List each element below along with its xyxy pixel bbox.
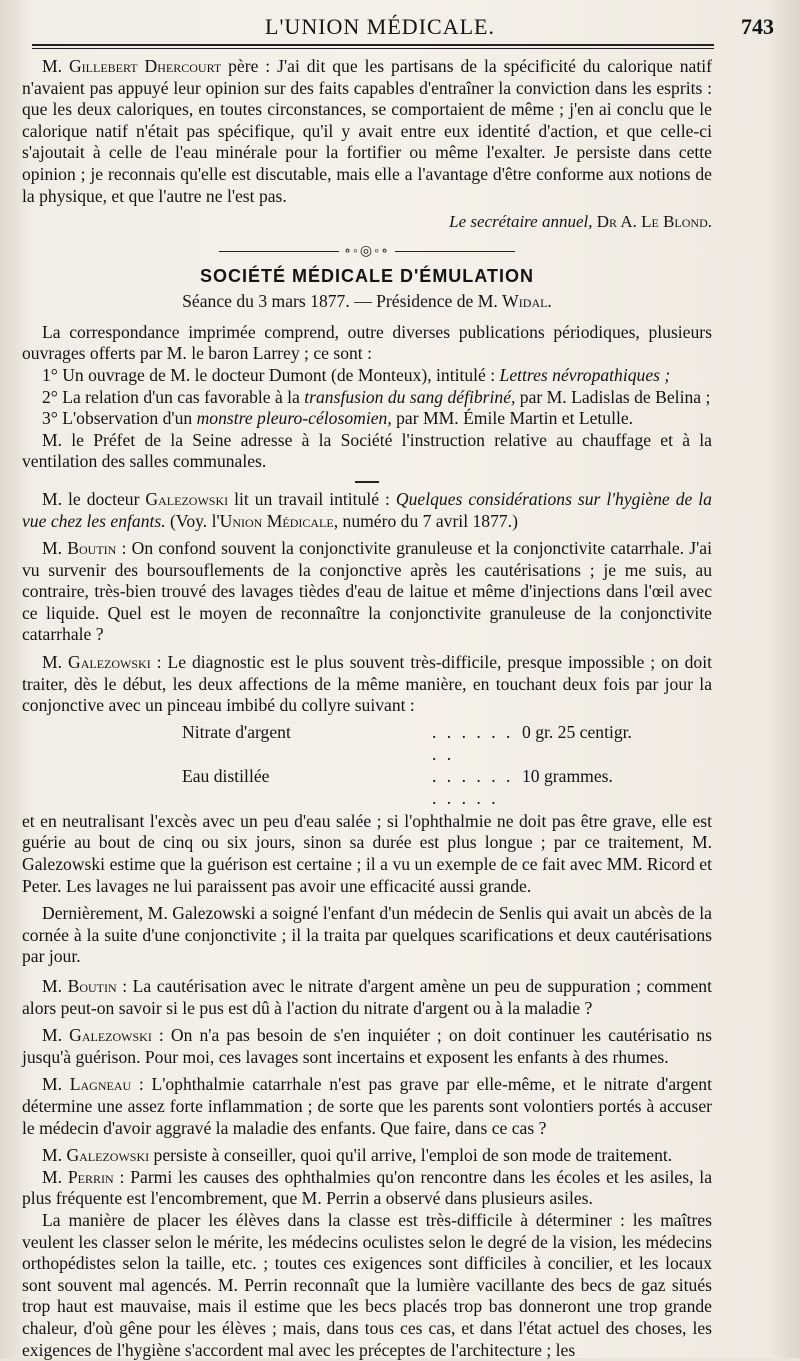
list-text: 3° L'observation d'un bbox=[42, 408, 197, 429]
prescription bbox=[182, 721, 712, 809]
seance-line bbox=[22, 291, 712, 312]
header-rule-thin bbox=[32, 48, 714, 49]
signature bbox=[22, 211, 712, 233]
leader-dots: . . . . . . . . bbox=[432, 721, 514, 764]
book-title: monstre pleuro-célosomien, bbox=[196, 408, 392, 429]
prescription-row bbox=[182, 721, 712, 765]
paragraph-perrin-2: La manière de placer les élèves dans la classe est très-difficile à déterminer : les maîtres veulent les classer selon le mérite, les médecins oculistes selon le degré de la vision, les médecins orthopédistes selon la taille, etc. ; toutes ces exigences sont difficiles à concilier, et les locaux sont souvent mal agencés. M. Perrin reconnaît que la lumière vacillante des becs de gaz situés trop haut est mauvaise, mais il estime que les becs placés trop bas donneront une trop grande chaleur, d'où gêne pour les élèves ; mais, dans tous ces cas, et dans l'état actuel des choses, les exigences de l'hygiène s'accordent mal avec les préceptes de l'architecture ; les bbox=[22, 1209, 712, 1360]
para-text: : Le diagnostic est le plus souvent très-difficile, presque impossible ; on doit traiter, dès le début, les deux affections de la même manière, en touchant deux fois par jour la conjonctive avec un pinceau imbibé du collyre suivant : bbox=[22, 652, 712, 716]
article-body bbox=[22, 56, 712, 1361]
work-title: Quelques considérations sur l'hygiène de la vue chez les enfants. bbox=[22, 488, 712, 531]
book-title: Lettres névropathiques ; bbox=[499, 364, 671, 385]
list-text: 2° La relation d'un cas favorable à la bbox=[42, 386, 305, 407]
para-text: , numéro du 7 avril 1877.) bbox=[333, 510, 518, 531]
ornament-glyph: ∘◦◎◦∘ bbox=[344, 243, 390, 259]
para-text: : L'ophthalmie catarrhale n'est pas grave par elle-même, et le nitrate d'argent détermine une assez forte inflammation ; de sorte que les parents sont volontiers portés à accuser le médecin d'avoir aggravé la maladie des enfants. Que faire, dans ce cas ? bbox=[22, 1074, 712, 1138]
speaker-name: M. Boutin bbox=[42, 976, 117, 996]
para-text: : On confond souvent la conjonctivite granuleuse et la conjonctivite catarrhale. J'ai vu survenir des boursouflements de la conjonctive après les cautérisations ; je me suis, au contraire, très-bien trouvé des lavages tièdes d'eau de laitue et même d'injections dans l'œil avec ce liquide. Quel est le moyen de reconnaître la conjonctivite granuleuse de la conjonctivite catarrhale ? bbox=[22, 538, 712, 645]
paragraph-galezowski-travail bbox=[22, 489, 712, 532]
signature-name: Dr A. Le Blond. bbox=[592, 212, 712, 232]
speaker-name: M. Galezowski bbox=[42, 1025, 152, 1046]
header-rule bbox=[32, 44, 714, 46]
para-text: : On n'a pas besoin de s'en inquiéter ; on doit continuer les cautérisatio ns jusqu'à guérison. Pour moi, ces lavages sont incertains et exposent les enfants à des rhumes. bbox=[22, 1025, 712, 1067]
speaker-name: M. Boutin bbox=[42, 538, 117, 559]
paragraph-text: père : J'ai dit que les partisans de la spécificité du calorique natif n'avaient pas appuyé leur opinion sur des faits capables d'entraîner la conviction dans les esprits : que les deux caloriques, en toutes circonstances, se comportaient de même ; j'en ai conclu que le calorique natif n'était pas spécifique, qu'il y avait entre eux identité d'action, et que celle-ci s'ajoutait à celle de l'eau minérale pour la fortifier ou même l'exalter. Je persiste dans cette opinion ; je reconnais qu'elle est discutable, mais elle a l'avantage d'être conforme aux notions de la physique, et que l'autre ne l'est pas. bbox=[22, 56, 712, 206]
ingredient-quantity: 0 gr. 25 centigr. bbox=[522, 721, 632, 742]
para-text: (Voy. l' bbox=[165, 510, 220, 531]
list-item-1 bbox=[22, 365, 712, 387]
speaker-name: M. Lagneau bbox=[42, 1074, 132, 1095]
page-number: 743 bbox=[741, 14, 774, 39]
list-text: par M. Ladislas de Belina ; bbox=[515, 386, 711, 407]
president-name: Widal. bbox=[502, 290, 552, 311]
ingredient-quantity: 10 grammes. bbox=[522, 765, 613, 786]
para-text: : Parmi les causes des ophthalmies qu'on rencontre dans les écoles et les asiles, la plus fréquente est l'encombrement, que M. Perrin a observé dans plusieurs asiles. bbox=[22, 1166, 712, 1209]
paragraph-correspondance: La correspondance imprimée comprend, outre diverses publications périodiques, plusieurs ouvrages offerts par M. le baron Larrey ; ce sont : bbox=[22, 321, 712, 364]
speaker-name: Galezowski bbox=[145, 488, 229, 509]
leader-dots: . . . . . . . . . . . bbox=[432, 765, 514, 808]
signature-role: Le secrétaire annuel, bbox=[449, 212, 593, 232]
paragraph-boutin-1 bbox=[22, 538, 712, 646]
paragraph-prefet: M. le Préfet de la Seine adresse à la Société l'instruction relative au chauffage et à la ventilation des salles communales. bbox=[22, 429, 712, 472]
ingredient-name: Nitrate d'argent bbox=[182, 721, 291, 742]
speaker-name: M. Galezowski bbox=[42, 1145, 150, 1166]
ingredient-name: Eau distillée bbox=[182, 765, 270, 786]
seance-text: Séance du 3 mars 1877. — Présidence de M. bbox=[182, 290, 503, 311]
page-header bbox=[30, 14, 774, 40]
paragraph-lagneau bbox=[22, 1074, 712, 1139]
para-text: M. le docteur bbox=[42, 488, 146, 509]
paragraph-galezowski-1 bbox=[22, 652, 712, 717]
section-title: SOCIÉTÉ MÉDICALE D'ÉMULATION bbox=[200, 265, 534, 286]
para-text: persiste à conseiller, quoi qu'il arrive, l'emploi de son mode de traitement. bbox=[149, 1145, 673, 1166]
paragraph-traitement: et en neutralisant l'excès avec un peu d'eau salée ; si l'ophthalmie ne doit pas être grave, elle est guérie au bout de cinq ou six jours, sinon sa durée est plus longue ; par ce traitement, M. Galezowski estime que la guérison est certaine ; il a vu un exemple de ce fait avec MM. Ricord et Peter. Les lavages ne lui paraissent pas avoir une efficacité aussi grande. bbox=[22, 810, 712, 896]
journal-ref: Union Médicale bbox=[219, 510, 334, 531]
journal-title: L'UNION MÉDICALE. bbox=[265, 14, 495, 39]
para-text: : La cautérisation avec le nitrate d'argent amène un peu de suppuration ; comment alors peut-on savoir si le pus est dû à l'action du nitrate d'argent ou à la maladie ? bbox=[22, 976, 712, 1018]
list-item-3 bbox=[22, 408, 712, 430]
prescription-row bbox=[182, 765, 712, 809]
para-text: lit un travail intitulé : bbox=[228, 488, 396, 509]
speaker-name: M. Galezowski bbox=[42, 652, 151, 673]
separator bbox=[355, 481, 379, 483]
paragraph-dhercourt bbox=[22, 56, 712, 207]
list-text: 1° Un ouvrage de M. le docteur Dumont (de Monteux), intitulé : bbox=[42, 364, 500, 385]
list-item-2 bbox=[22, 387, 712, 409]
speaker-name: M. Perrin bbox=[42, 1166, 114, 1187]
list-text: par MM. Émile Martin et Letulle. bbox=[391, 408, 634, 429]
paragraph-boutin-2 bbox=[22, 976, 712, 1019]
paragraph-perrin-1 bbox=[22, 1167, 712, 1210]
speaker-name: M. Gillebert Dhercourt bbox=[42, 56, 222, 76]
section-ornament bbox=[22, 243, 712, 260]
paragraph-galezowski-3 bbox=[22, 1145, 712, 1167]
paragraph-senlis: Dernièrement, M. Galezowski a soigné l'enfant d'un médecin de Senlis qui avait un abcès de la cornée à la suite d'une conjonctivite ; il la traita par quelques scarifications et deux cautérisations par jour. bbox=[22, 903, 712, 967]
paragraph-galezowski-2 bbox=[22, 1025, 712, 1068]
book-title: transfusion du sang défibriné, bbox=[304, 386, 516, 407]
